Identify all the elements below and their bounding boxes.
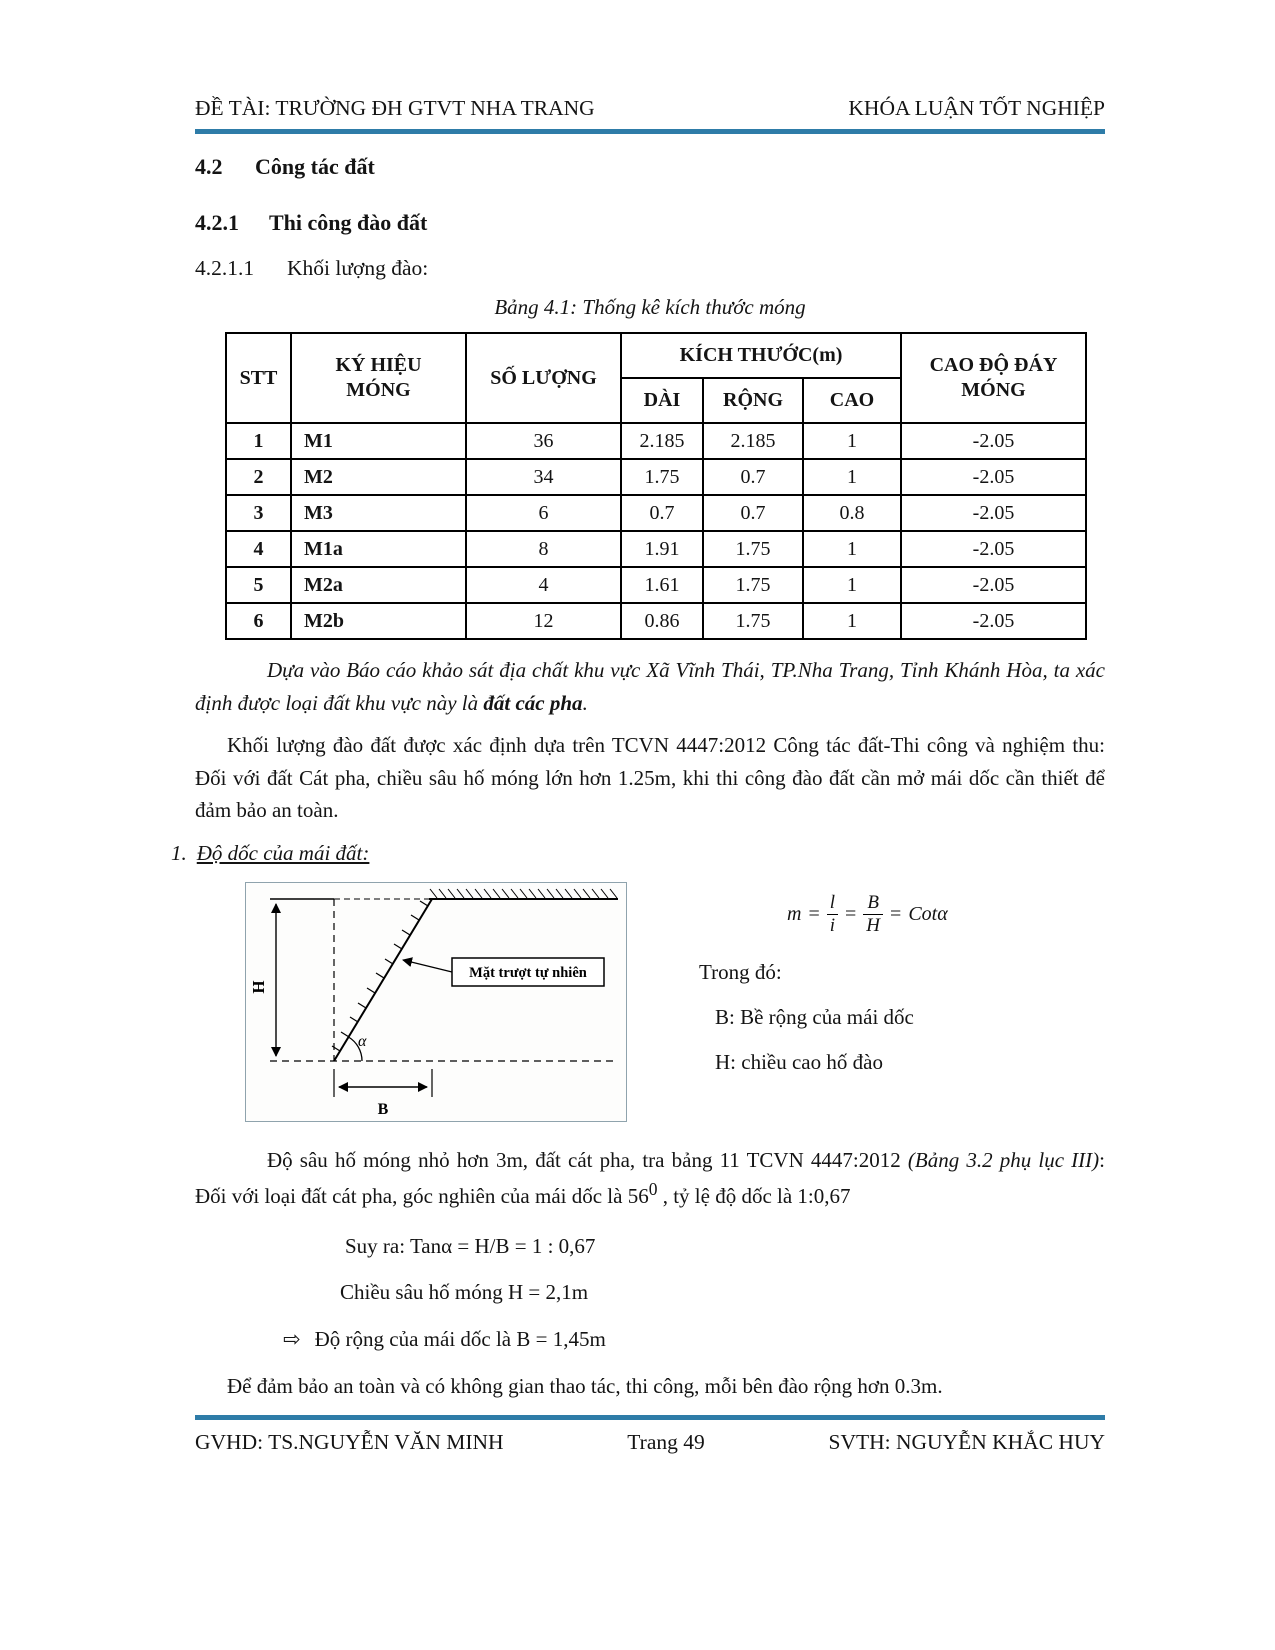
cell-dai: 1.91	[621, 531, 703, 567]
table-row	[226, 459, 1086, 495]
cell-rong: 2.185	[703, 423, 803, 459]
cell-stt: 1	[226, 423, 291, 459]
slope-figure	[245, 882, 627, 1122]
fraction-denominator: H	[863, 914, 883, 937]
paragraph-text: , tỷ lệ độ dốc là 1:0,67	[657, 1184, 851, 1209]
page-footer	[195, 1415, 1105, 1455]
equals-sign: =	[808, 902, 820, 925]
list-item-title: Độ dốc của mái đất:	[196, 840, 370, 865]
section-title: Khối lượng đào:	[287, 256, 429, 280]
alpha-label: α	[358, 1032, 367, 1050]
legend-item-h: H: chiều cao hố đào	[715, 1050, 883, 1075]
footer-student: SVTH: NGUYỄN KHẮC HUY	[828, 1430, 1105, 1454]
section-number: 4.2.1.1	[195, 256, 255, 280]
footer-advisor: GVHD: TS.NGUYỄN VĂN MINH	[195, 1430, 504, 1454]
cell-cao: 1	[803, 459, 901, 495]
col-header-caodo	[901, 333, 1086, 423]
section-title: Thi công đào đất	[269, 210, 428, 235]
col-header-cao: CAO	[803, 378, 901, 423]
slope-diagram	[246, 883, 626, 1121]
legend-item-b: B: Bề rộng của mái dốc	[715, 1005, 914, 1030]
cell-soluong: 12	[466, 603, 621, 639]
cell-stt: 3	[226, 495, 291, 531]
col-header-caodo-line1: CAO ĐỘ ĐÁY	[929, 354, 1058, 376]
cell-cao: 1	[803, 531, 901, 567]
col-header-kichthuoc: KÍCH THƯỚC(m)	[621, 333, 901, 378]
col-header-kyhieu-line2: MÓNG	[346, 379, 411, 401]
cell-stt: 4	[226, 531, 291, 567]
result-text: Độ rộng của mái dốc là B = 1,45m	[314, 1326, 606, 1351]
cell-rong: 0.7	[703, 459, 803, 495]
header-left-text: ĐỀ TÀI: TRƯỜNG ĐH GTVT NHA TRANG	[195, 96, 595, 120]
section-4-2-1-heading	[195, 210, 1105, 236]
foundation-dimensions-table	[225, 332, 1087, 640]
cell-rong: 1.75	[703, 531, 803, 567]
cell-kyhieu: M3	[291, 495, 466, 531]
fraction-b-h	[863, 892, 883, 937]
cell-soluong: 8	[466, 531, 621, 567]
calc-line-depth: Chiều sâu hố móng H = 2,1m	[340, 1280, 589, 1305]
footer-row	[195, 1430, 1105, 1455]
cell-soluong: 36	[466, 423, 621, 459]
cell-kyhieu: M1a	[291, 531, 466, 567]
table-header-row-1	[226, 333, 1086, 378]
cell-caodo: -2.05	[901, 603, 1086, 639]
fraction-denominator: i	[827, 914, 838, 937]
paragraph-geology	[195, 654, 1105, 719]
section-number: 4.2.1	[195, 210, 239, 235]
ground-hatching	[430, 889, 617, 898]
cell-soluong: 34	[466, 459, 621, 495]
cell-dai: 1.75	[621, 459, 703, 495]
paragraph-text: Dựa vào Báo cáo khảo sát địa chất khu vực Xã Vĩnh Thái, TP.Nha Trang, Tỉnh Khánh Hòa, ta xác định được loại đất khu vực này là	[195, 658, 1105, 715]
paragraph-text: .	[582, 690, 588, 715]
calc-line-result	[283, 1324, 1105, 1354]
page-content	[171, 0, 1105, 1403]
cell-dai: 0.7	[621, 495, 703, 531]
cell-cao: 0.8	[803, 495, 901, 531]
paragraph-text: Độ sâu hố móng nhỏ hơn 3m, đất cát pha, tra bảng 11 TCVN 4447:2012	[267, 1147, 908, 1172]
cell-kyhieu: M2b	[291, 603, 466, 639]
header-right-text: KHÓA LUẬN TỐT NGHIỆP	[848, 96, 1105, 120]
list-item-slope	[171, 841, 1105, 866]
col-header-caodo-line2: MÓNG	[961, 379, 1026, 401]
horizontal-rule	[195, 1415, 1105, 1420]
fraction-l-i	[827, 892, 838, 937]
col-header-stt: STT	[226, 333, 291, 423]
slip-surface-leader-arrow	[403, 960, 452, 972]
paragraph-depth	[195, 1144, 1105, 1213]
cell-stt: 5	[226, 567, 291, 603]
cell-caodo: -2.05	[901, 423, 1086, 459]
cell-rong: 1.75	[703, 567, 803, 603]
cell-caodo: -2.05	[901, 567, 1086, 603]
cell-stt: 6	[226, 603, 291, 639]
right-arrow-icon: ⇨	[283, 1326, 301, 1351]
col-header-dai: DÀI	[621, 378, 703, 423]
soil-type-emphasis: đất các pha	[483, 690, 583, 715]
formula-lhs: m	[787, 902, 802, 925]
slip-surface-label: Mặt trượt tự nhiên	[469, 964, 587, 981]
equals-sign: =	[845, 902, 857, 925]
figure-explanation	[627, 882, 1105, 1122]
table-row	[226, 567, 1086, 603]
cell-dai: 2.185	[621, 423, 703, 459]
col-header-rong: RỘNG	[703, 378, 803, 423]
section-4-2-heading	[195, 154, 1105, 180]
col-header-kyhieu-line1: KÝ HIỆU	[335, 354, 422, 376]
footer-page-number: Trang 49	[627, 1430, 705, 1454]
cell-caodo: -2.05	[901, 495, 1086, 531]
equals-sign: =	[890, 902, 902, 925]
horizontal-rule	[195, 129, 1105, 134]
fraction-numerator: B	[867, 891, 879, 913]
cell-dai: 1.61	[621, 567, 703, 603]
cell-caodo: -2.05	[901, 531, 1086, 567]
table-row	[226, 423, 1086, 459]
b-dimension-label: B	[377, 1100, 389, 1118]
table-caption: Bảng 4.1: Thống kê kích thước móng	[494, 295, 806, 319]
formula-rhs: Cotα	[908, 902, 948, 925]
section-number: 4.2	[195, 154, 223, 179]
paragraph-text: : Đối với loại đất cát pha, góc nghiên của mái dốc là 56	[195, 1147, 1105, 1209]
fraction-numerator: l	[829, 891, 836, 913]
cell-dai: 0.86	[621, 603, 703, 639]
table-row	[226, 495, 1086, 531]
cell-cao: 1	[803, 603, 901, 639]
cell-soluong: 6	[466, 495, 621, 531]
cell-rong: 0.7	[703, 495, 803, 531]
table-row	[226, 603, 1086, 639]
appendix-reference: (Bảng 3.2 phụ lục III)	[907, 1147, 1100, 1172]
cell-kyhieu: M2	[291, 459, 466, 495]
cell-kyhieu: M1	[291, 423, 466, 459]
cell-kyhieu: M2a	[291, 567, 466, 603]
cell-cao: 1	[803, 567, 901, 603]
legend-intro: Trong đó:	[699, 960, 782, 985]
paragraph-tcvn: Khối lượng đào đất được xác định dựa trên TCVN 4447:2012 Công tác đất-Thi công và nghiệm thu: Đối với đất Cát pha, chiều sâu hố móng lớn hơn 1.25m, khi thi công đào đất cần mở mái dốc cần thiết để đảm bảo an toàn.	[195, 733, 1105, 823]
cell-rong: 1.75	[703, 603, 803, 639]
cell-cao: 1	[803, 423, 901, 459]
slope-hatching	[332, 901, 428, 1051]
slope-formula	[787, 892, 1105, 937]
list-marker: 1.	[171, 840, 187, 865]
section-4-2-1-1-heading	[195, 256, 1105, 281]
col-header-soluong: SỐ LƯỢNG	[466, 333, 621, 423]
figure-block	[195, 882, 1105, 1122]
page-header	[195, 96, 1105, 121]
col-header-kyhieu	[291, 333, 466, 423]
calc-line-tan: Suy ra: Tanα = H/B = 1 : 0,67	[345, 1233, 596, 1258]
h-dimension-label: H	[249, 980, 268, 994]
cell-soluong: 4	[466, 567, 621, 603]
cell-stt: 2	[226, 459, 291, 495]
table-row	[226, 531, 1086, 567]
section-title: Công tác đất	[255, 154, 375, 179]
degree-superscript: 0	[648, 1179, 658, 1200]
cell-caodo: -2.05	[901, 459, 1086, 495]
paragraph-safety: Để đảm bảo an toàn và có không gian thao tác, thi công, mỗi bên đào rộng hơn 0.3m.	[227, 1374, 943, 1399]
